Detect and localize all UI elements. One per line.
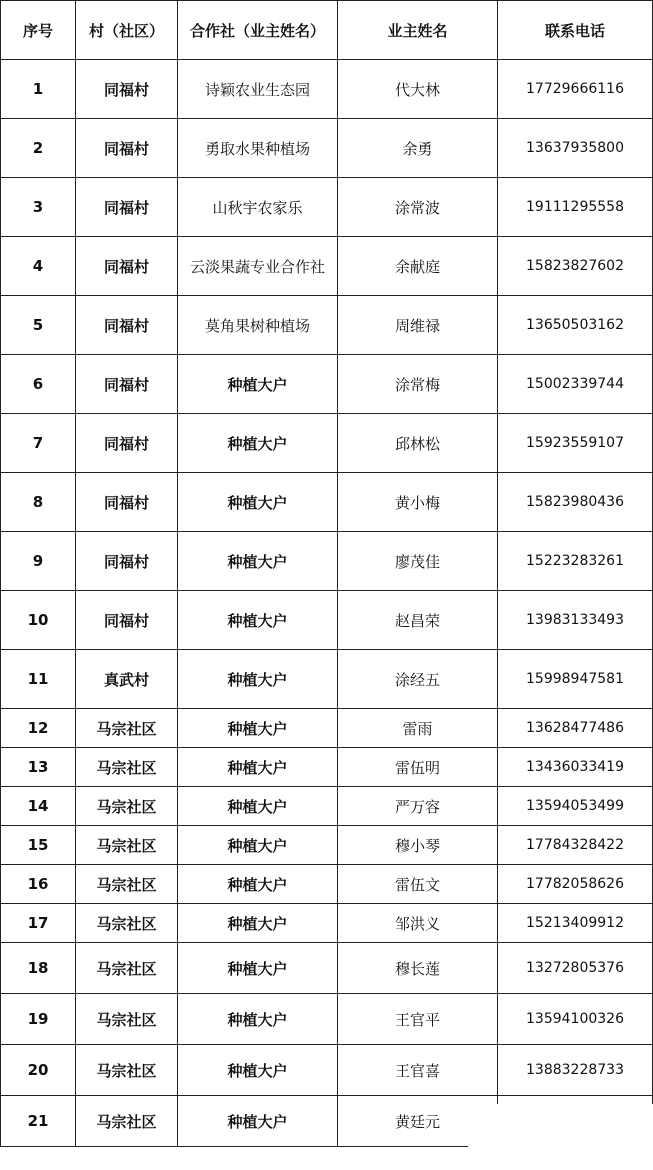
cell-village: 同福村	[76, 178, 178, 237]
header-phone: 联系电话	[498, 1, 653, 60]
table-row	[1, 119, 653, 178]
cell-owner: 代大林	[338, 60, 498, 119]
cell-owner: 王官平	[338, 994, 498, 1045]
cell-phone: 13594100326	[498, 994, 653, 1045]
cell-village: 马宗社区	[76, 943, 178, 994]
cell-coop: 种植大户	[178, 355, 338, 414]
cell-coop: 种植大户	[178, 414, 338, 473]
table-row	[1, 237, 653, 296]
cell-village: 同福村	[76, 60, 178, 119]
cell-village: 马宗社区	[76, 865, 178, 904]
cell-seq: 12	[1, 709, 76, 748]
cell-phone: 15002339744	[498, 355, 653, 414]
cell-owner: 周维禄	[338, 296, 498, 355]
cell-coop: 种植大户	[178, 748, 338, 787]
cell-village: 同福村	[76, 473, 178, 532]
cell-seq: 1	[1, 60, 76, 119]
cell-village: 马宗社区	[76, 709, 178, 748]
cell-coop: 种植大户	[178, 532, 338, 591]
cell-owner: 穆长莲	[338, 943, 498, 994]
header-village: 村（社区）	[76, 1, 178, 60]
cell-seq: 10	[1, 591, 76, 650]
cell-coop: 种植大户	[178, 709, 338, 748]
cell-coop: 种植大户	[178, 865, 338, 904]
cell-phone: 13983133493	[498, 591, 653, 650]
cell-village: 马宗社区	[76, 1096, 178, 1147]
table-row	[1, 826, 653, 865]
cell-owner: 廖茂佳	[338, 532, 498, 591]
cell-seq: 7	[1, 414, 76, 473]
cell-coop: 种植大户	[178, 826, 338, 865]
cell-village: 同福村	[76, 237, 178, 296]
cell-phone: 13628477486	[498, 709, 653, 748]
cell-village: 同福村	[76, 355, 178, 414]
cell-seq: 6	[1, 355, 76, 414]
cell-phone: 15213409912	[498, 904, 653, 943]
cell-seq: 18	[1, 943, 76, 994]
cell-phone: 15823827602	[498, 237, 653, 296]
cropped-corner	[468, 1104, 653, 1170]
table-body	[1, 60, 653, 1147]
cell-owner: 严万容	[338, 787, 498, 826]
cell-owner: 雷雨	[338, 709, 498, 748]
cell-seq: 14	[1, 787, 76, 826]
cell-seq: 15	[1, 826, 76, 865]
cell-phone: 13637935800	[498, 119, 653, 178]
cell-phone: 13436033419	[498, 748, 653, 787]
cell-seq: 2	[1, 119, 76, 178]
cell-village: 同福村	[76, 296, 178, 355]
table-row	[1, 60, 653, 119]
cell-owner: 余勇	[338, 119, 498, 178]
cell-coop: 种植大户	[178, 1096, 338, 1147]
cell-owner: 赵昌荣	[338, 591, 498, 650]
table-row	[1, 296, 653, 355]
cell-owner: 王官喜	[338, 1045, 498, 1096]
cell-seq: 19	[1, 994, 76, 1045]
cell-coop: 种植大户	[178, 650, 338, 709]
cell-coop: 莫角果树种植场	[178, 296, 338, 355]
cell-phone: 15823980436	[498, 473, 653, 532]
table-row	[1, 532, 653, 591]
header-coop: 合作社（业主姓名）	[178, 1, 338, 60]
header-seq: 序号	[1, 1, 76, 60]
cell-coop: 种植大户	[178, 994, 338, 1045]
cell-village: 同福村	[76, 591, 178, 650]
table-row	[1, 865, 653, 904]
cell-coop: 勇取水果种植场	[178, 119, 338, 178]
cell-coop: 种植大户	[178, 591, 338, 650]
cell-phone: 13883228733	[498, 1045, 653, 1096]
table-row	[1, 943, 653, 994]
cell-village: 同福村	[76, 119, 178, 178]
cell-seq: 20	[1, 1045, 76, 1096]
cell-seq: 16	[1, 865, 76, 904]
cell-owner: 雷伍文	[338, 865, 498, 904]
table-row	[1, 473, 653, 532]
cell-village: 同福村	[76, 532, 178, 591]
table-row	[1, 904, 653, 943]
cell-seq: 5	[1, 296, 76, 355]
table-row	[1, 748, 653, 787]
cell-phone: 15223283261	[498, 532, 653, 591]
table-row	[1, 591, 653, 650]
cell-village: 马宗社区	[76, 787, 178, 826]
table-row	[1, 178, 653, 237]
cell-village: 马宗社区	[76, 1045, 178, 1096]
cell-seq: 21	[1, 1096, 76, 1147]
cell-owner: 余献庭	[338, 237, 498, 296]
cell-owner: 涂常梅	[338, 355, 498, 414]
cell-phone: 17729666116	[498, 60, 653, 119]
cell-owner: 邱林松	[338, 414, 498, 473]
cell-coop: 山秋宇农家乐	[178, 178, 338, 237]
cell-village: 马宗社区	[76, 994, 178, 1045]
cell-phone: 15998947581	[498, 650, 653, 709]
cell-seq: 8	[1, 473, 76, 532]
cell-coop: 种植大户	[178, 943, 338, 994]
cell-seq: 11	[1, 650, 76, 709]
table-row	[1, 355, 653, 414]
table-row	[1, 650, 653, 709]
cell-phone: 13272805376	[498, 943, 653, 994]
cell-owner: 邹洪义	[338, 904, 498, 943]
cell-phone: 15923559107	[498, 414, 653, 473]
cell-village: 马宗社区	[76, 826, 178, 865]
cell-coop: 种植大户	[178, 904, 338, 943]
cell-phone: 19111295558	[498, 178, 653, 237]
cell-coop: 种植大户	[178, 1045, 338, 1096]
cell-seq: 13	[1, 748, 76, 787]
cell-seq: 4	[1, 237, 76, 296]
cell-owner: 黄廷元	[338, 1096, 498, 1147]
cell-village: 真武村	[76, 650, 178, 709]
cell-owner: 涂经五	[338, 650, 498, 709]
table-row	[1, 787, 653, 826]
cell-seq: 17	[1, 904, 76, 943]
cell-phone: 13594053499	[498, 787, 653, 826]
cell-coop: 种植大户	[178, 473, 338, 532]
cell-phone: 13650503162	[498, 296, 653, 355]
cell-village: 同福村	[76, 414, 178, 473]
cell-owner: 黄小梅	[338, 473, 498, 532]
header-row	[1, 1, 653, 60]
table-row	[1, 709, 653, 748]
cell-village: 马宗社区	[76, 748, 178, 787]
header-owner: 业主姓名	[338, 1, 498, 60]
cell-coop: 诗颖农业生态园	[178, 60, 338, 119]
cell-coop: 种植大户	[178, 787, 338, 826]
cell-phone: 17782058626	[498, 865, 653, 904]
cell-seq: 3	[1, 178, 76, 237]
cell-seq: 9	[1, 532, 76, 591]
cell-coop: 云淡果蔬专业合作社	[178, 237, 338, 296]
table-row	[1, 414, 653, 473]
table-row	[1, 994, 653, 1045]
cell-owner: 雷伍明	[338, 748, 498, 787]
table-row	[1, 1045, 653, 1096]
cell-owner: 穆小琴	[338, 826, 498, 865]
cell-owner: 涂常波	[338, 178, 498, 237]
cell-village: 马宗社区	[76, 904, 178, 943]
cell-phone: 17784328422	[498, 826, 653, 865]
